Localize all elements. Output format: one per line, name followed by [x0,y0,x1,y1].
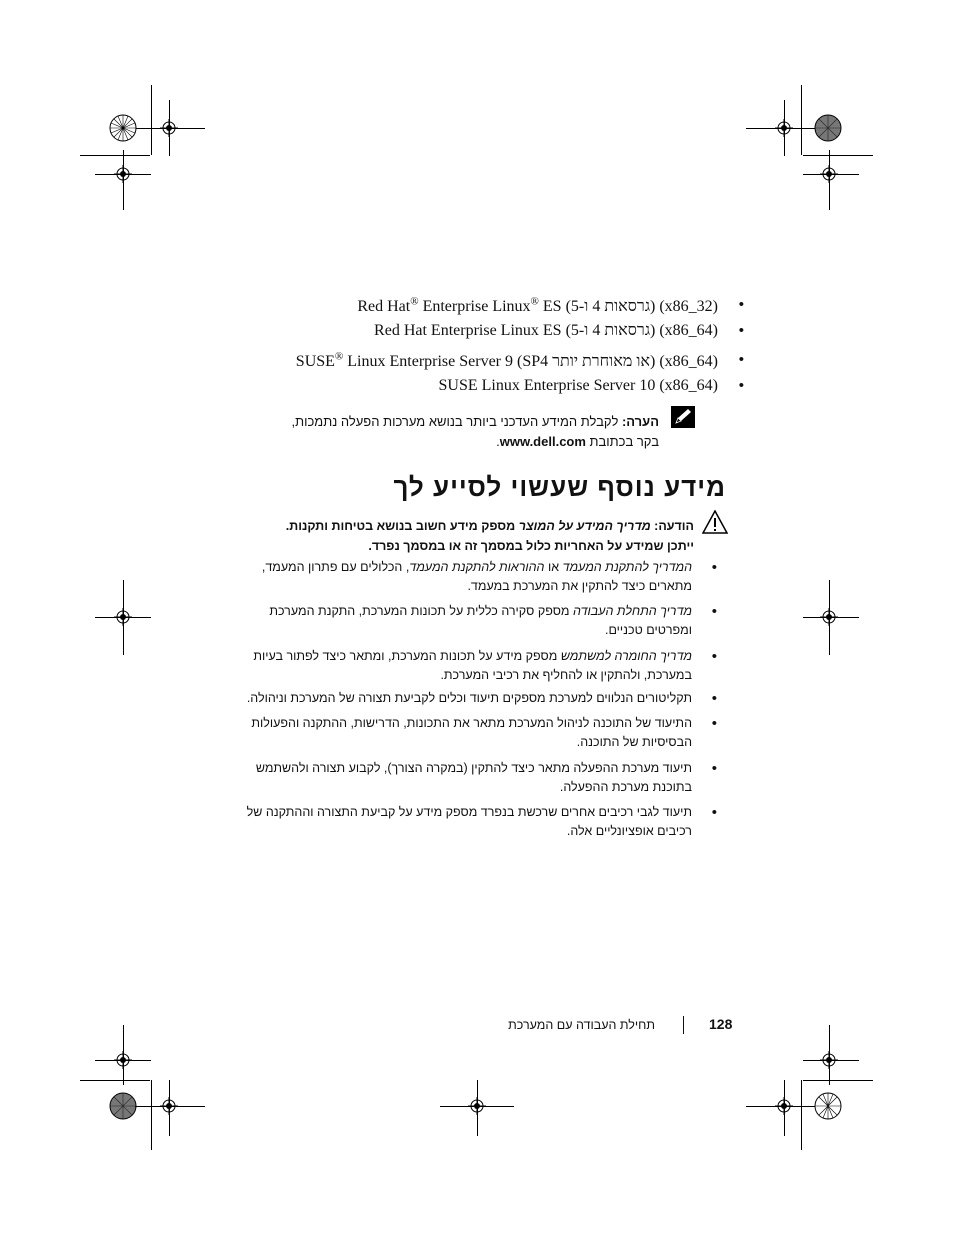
caution-warning-icon [702,510,728,534]
os-item-text: Red Hat Enterprise Linux ES (גרסאות 4 ו-5) (x86_64) [374,322,718,339]
crop-line [803,1080,873,1081]
doc-title: המדריך להתקנת המעמד [562,560,692,574]
crop-line [784,100,785,156]
list-item [222,803,717,841]
list-item [218,322,744,344]
crop-line [95,617,151,618]
caution-label: הודעה: [654,519,694,533]
doc-description: תקליטורים הנלווים למערכת מספקים תיעוד וכלים לקביעת תצורה של המערכת וניהולה. [246,691,692,705]
bullet: • [738,351,744,368]
registration-rosette-icon [109,114,137,142]
doc-description: מספק סקירה כללית על תכונות המערכת, התקנת המערכת ומפרטים טכניים. [269,604,692,637]
crop-line [95,1060,151,1061]
caution-italic: מדריך המידע על המוצר [518,519,651,533]
bullet: • [711,559,717,576]
doc-title: מדריך התחלת העבודה [572,604,692,618]
footer-divider [683,1016,684,1034]
os-item-text: SUSE Linux Enterprise Server 10 (x86_64) [438,377,718,394]
list-item [222,714,717,752]
note-line-1 [229,412,659,432]
os-item-text: SUSE® Linux Enterprise Server 9 (SP4 או מאוחרת יותר) (x86_64) [295,351,718,371]
crop-line [803,174,859,175]
bullet: • [711,760,717,777]
registration-rosette-icon [109,1092,137,1120]
doc-description: מספק מידע על תכונות המערכת, ומתאר כיצד לפתור בעיות במערכת, ולהתקין או להחליף את רכיבי המערכת. [253,649,692,682]
bullet: • [711,603,717,620]
section-title: מידע נוסף שעשוי לסייע לך [393,472,726,502]
dell-url-link[interactable]: www.dell.com [499,434,586,449]
crop-line [80,155,150,156]
note-line-2 [229,432,659,452]
crop-line [123,1025,124,1085]
list-item [218,351,744,373]
note-pencil-icon [671,406,695,428]
list-item [222,558,717,596]
caution-line-2: ייתכן שמידע על האחריות כלול במסמך זה או במסמך נפרד. [368,539,694,553]
doc-description: תיעוד לגבי רכיבים אחרים שרכשת בנפרד מספק מידע על קביעת התצורה וההתקנה של רכיבים אופציונליים אלה. [246,805,692,838]
list-item [222,759,717,797]
doc-description: , הכלולים עם פתרון המעמד, מתארים כיצד להתקין את המערכת במעמד. [261,560,692,593]
crop-line [169,100,170,156]
note-end: . [496,434,500,449]
crop-line [440,1106,514,1107]
note-block [229,412,659,452]
crop-line [746,1106,816,1107]
list-item [222,647,717,685]
doc-title: מדריך החומרה למשתמש [560,649,692,663]
note-text-2: בקר בכתובת [585,434,659,449]
list-item [218,296,744,318]
crop-line [829,1025,830,1085]
caution-text-b: מספק מידע חשוב בנושא בטיחות ותקנות. [285,519,519,533]
doc-description: תיעוד מערכת ההפעלה מתאר כיצד להתקין (במקרה הצורך), לקבוע תצורה ולהשתמש בתוכנת מערכת ההפעלה. [255,761,692,794]
bullet: • [738,322,744,339]
footer-chapter-title: תחילת העבודה עם המערכת [508,1018,655,1032]
list-item [202,689,717,708]
doc-conjunction: או [544,560,563,574]
bullet: • [738,377,744,394]
doc-title-2: ההוראות להתקנת המעמד [409,560,545,574]
list-item [222,602,717,640]
crop-line [803,1060,859,1061]
bullet: • [711,648,717,665]
crop-line [784,1080,785,1136]
crop-line [151,85,152,155]
crop-line [169,1080,170,1136]
crop-line [95,174,151,175]
note-text: לקבלת המידע העדכני ביותר בנושא מערכות הפעלה נתמכות, [291,414,622,429]
registration-rosette-icon [814,1092,842,1120]
bullet: • [738,296,744,313]
crop-line [151,1080,152,1150]
crop-line [801,85,802,155]
note-label: הערה: [621,414,659,429]
bullet: • [711,715,717,732]
bullet: • [711,804,717,821]
caution-line-1 [234,516,694,536]
bullet: • [711,690,717,707]
os-item-text: Red Hat® Enterprise Linux® ES (גרסאות 4 ו-5) (x86_32) [357,296,718,316]
crop-line [80,1080,150,1081]
registration-rosette-icon [814,114,842,142]
crop-line [477,1080,478,1136]
page-number: 128 [709,1016,733,1032]
caution-block [234,516,694,556]
list-item [218,377,744,399]
crop-line [801,1080,802,1150]
crop-line [803,617,859,618]
crop-line [803,155,873,156]
doc-description: התיעוד של התוכנה לניהול המערכת מתאר את התכונות, הדרישות, ההתקנה והפעולות הבסיסיות של התוכנה. [251,716,692,749]
crop-line [135,1106,205,1107]
